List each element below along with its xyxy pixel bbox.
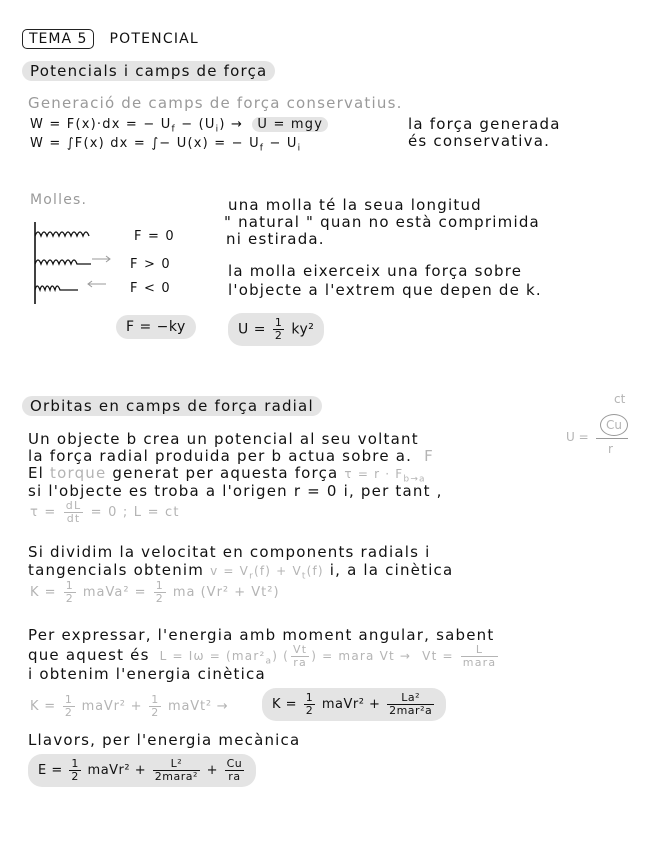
orbit-line-8: K = $\frac{1}{2}$ maVa² = $\frac{1}{2}$ ma (Vr² + Vt²) bbox=[30, 579, 280, 605]
orbit-line-6: Si dividim la velocitat en components radials i bbox=[28, 543, 431, 561]
note-conservative-2: és conservativa. bbox=[408, 132, 551, 150]
heading-molles: Molles. bbox=[30, 192, 88, 208]
sub-heading-generacio: Generació de camps de força conservatius. bbox=[28, 94, 403, 112]
orbit-line-10: que aquest és $L = I\omega = (mar^2_a)$ ( $\frac{Vt}{ra}$ ) = mara Vt → Vt = $\frac{L}{\text{mara}}$ bbox=[28, 643, 497, 669]
spring-diagram bbox=[30, 220, 130, 310]
orbit-line-3: El torque generat per aquesta força $\tau = r \cdot F_{b\to a}$ bbox=[28, 464, 426, 485]
formula-spring-energy: U = $\frac{1}{2}$ ky² bbox=[228, 313, 324, 346]
formula-kinetic-angular: K = $\frac{1}{2}$ maVr² + $\frac{\text{La²}}{\text{2mar²a}}$ bbox=[262, 688, 446, 721]
spring-text-4: la molla eixerceix una força sobre bbox=[228, 262, 523, 280]
page-title: POTENCIAL bbox=[109, 31, 199, 47]
spring-label-stretched: F > 0 bbox=[130, 257, 171, 272]
orbit-line-13: Llavors, per l'energia mecànica bbox=[28, 731, 301, 749]
orbit-line-1: Un objecte b crea un potencial al seu voltant bbox=[28, 430, 419, 448]
title-box: TEMA 5 bbox=[22, 29, 94, 49]
orbit-line-2: la força radial produida per b actua sobre a. F bbox=[28, 447, 434, 465]
orbit-line-12: K = $\frac{1}{2}$ maVr² + $\frac{1}{2}$ maVt² → bbox=[30, 693, 229, 719]
spring-text-3: ni estirada. bbox=[226, 230, 325, 248]
spring-label-compressed: F < 0 bbox=[130, 281, 171, 296]
orbit-line-5: τ = $\frac{dL}{dt}$ = 0 ; L = ct bbox=[30, 499, 180, 525]
page-header bbox=[22, 28, 199, 47]
circle-cu: Cu bbox=[600, 414, 628, 436]
equation-work-1: W = F(x)·dx = − $U_f - (U_i) \to U$ = mgy bbox=[30, 117, 328, 135]
boxed-equation: U = mgy bbox=[252, 117, 328, 132]
spring-label-rest: F = 0 bbox=[134, 229, 175, 244]
orbit-line-9: Per expressar, l'energia amb moment angular, sabent bbox=[28, 626, 495, 644]
note-conservative-1: la força generada bbox=[408, 115, 561, 133]
spring-text-1: una molla té la seua longitud bbox=[228, 196, 482, 214]
section-heading-orbitas: Orbitas en camps de força radial bbox=[22, 396, 322, 416]
orbit-line-11: i obtenim l'energia cinètica bbox=[28, 665, 266, 683]
formula-hooke: F = −ky bbox=[116, 315, 196, 339]
spring-text-2: " natural " quan no està comprimida bbox=[224, 213, 540, 231]
spring-text-5: l'objecte a l'extrem que depen de k. bbox=[228, 281, 542, 299]
equation-work-2: W = ∫F(x) dx = ∫− U(x) = − $U_f - U_i$ bbox=[30, 136, 302, 154]
formula-mechanical-energy: E = $\frac{1}{2}$ maVr² + $\frac{\text{L²}}{\text{2mara²}}$ + $\frac{Cu}{ra}$ bbox=[28, 754, 256, 787]
orbit-line-7: tangencials obtenim $v = V_r(f) + V_t(f)$ i, a la cinètica bbox=[28, 561, 454, 582]
orbit-line-4: si l'objecte es troba a l'origen r = 0 i, per tant , bbox=[28, 482, 443, 500]
section-heading-potencials: Potencials i camps de força bbox=[22, 61, 275, 81]
